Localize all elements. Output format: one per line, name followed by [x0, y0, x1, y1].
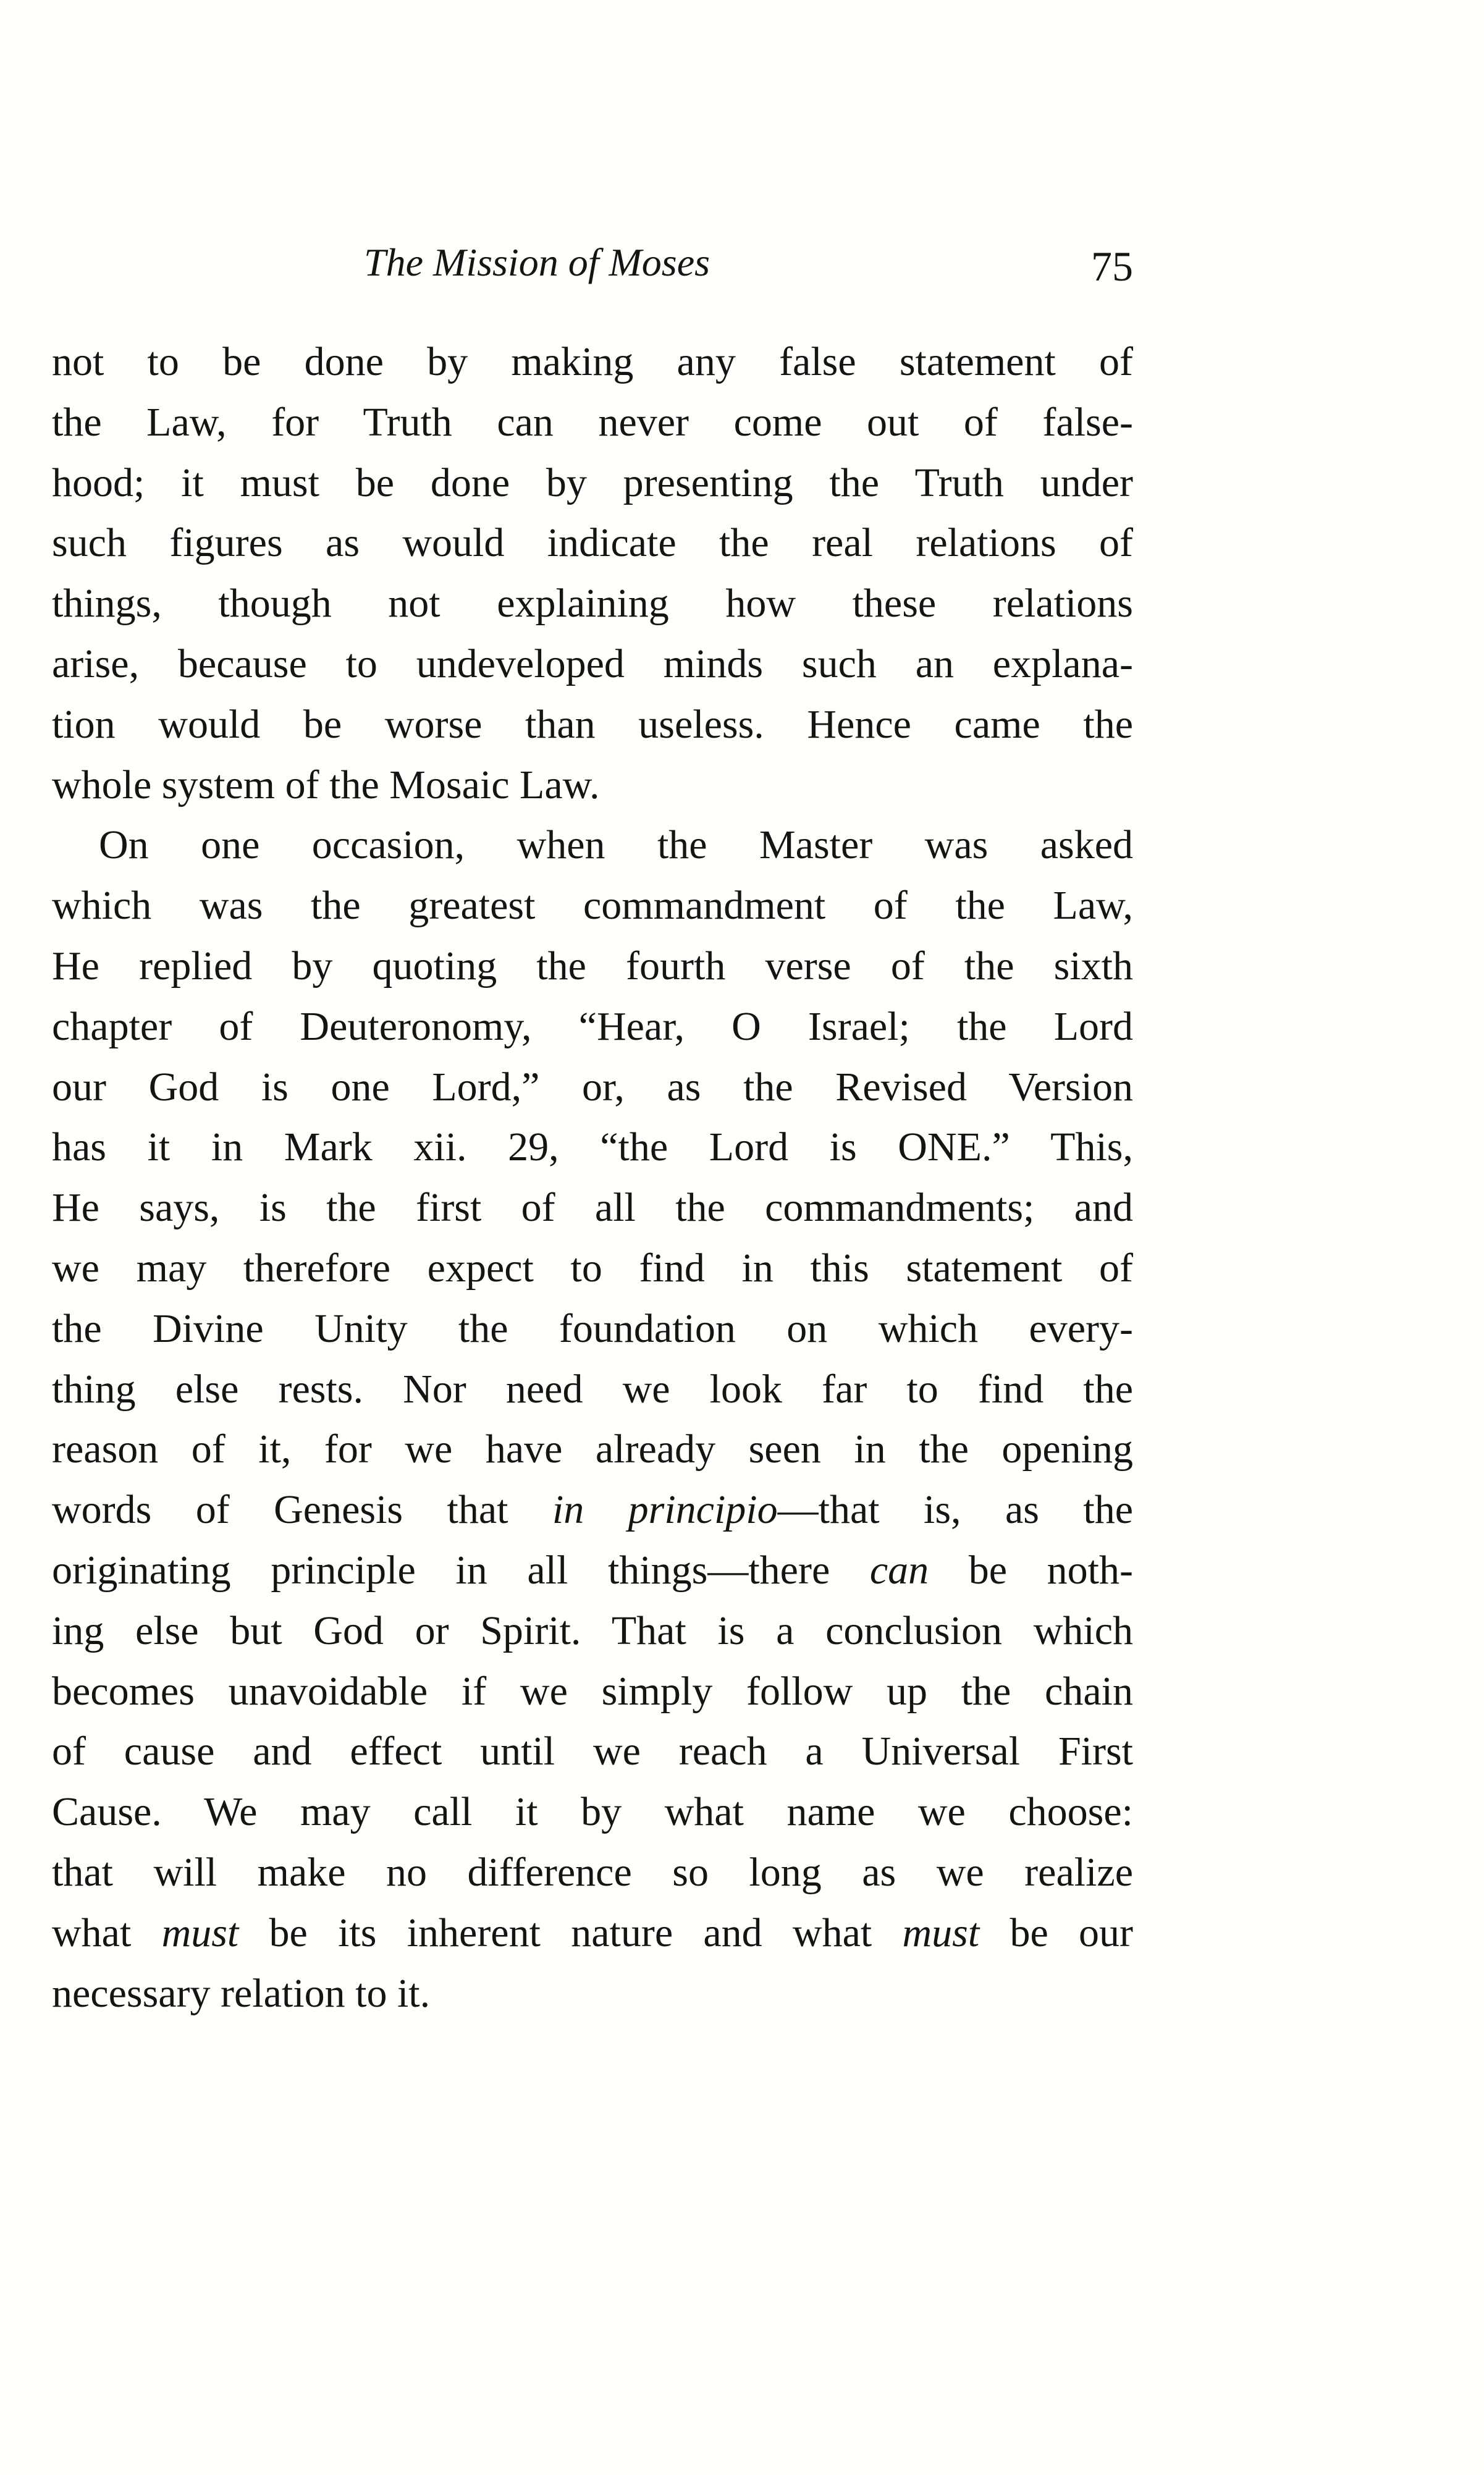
text-segment: becomes unavoidable if we simply follow up the chain: [52, 1668, 1133, 1714]
text-segment: hood; it must be done by presenting the Truth under: [52, 460, 1133, 505]
text-segment: things, though not explaining how these relations: [52, 581, 1133, 626]
paragraph: [52, 332, 1133, 815]
text-segment: be its inherent nature and what: [238, 1910, 903, 1955]
text-segment: —that is, as the: [777, 1487, 1134, 1533]
running-header: [52, 235, 1133, 290]
text-segment: On one occasion, when the Master was asked: [99, 822, 1133, 868]
text-line: [52, 1540, 1133, 1601]
italic-text: in principio: [552, 1487, 778, 1533]
text-line: [52, 1480, 1133, 1540]
text-line: [52, 936, 1133, 997]
text-line: [52, 815, 1133, 875]
page-number: 75: [1091, 243, 1133, 290]
body-text: [52, 332, 1133, 2023]
text-segment: He replied by quoting the fourth verse of the sixth: [52, 943, 1133, 989]
text-segment: that will make no difference so long as we realize: [52, 1849, 1133, 1895]
text-line: [52, 1117, 1133, 1178]
text-line: [52, 1299, 1133, 1359]
text-segment: tion would be worse than useless. Hence came the: [52, 701, 1133, 747]
paragraph: [52, 815, 1133, 2023]
text-line: [52, 1721, 1133, 1782]
text-line: [52, 1782, 1133, 1842]
text-segment: Cause. We may call it by what name we choose:: [52, 1789, 1133, 1835]
text-segment: we may therefore expect to find in this statement of: [52, 1245, 1133, 1291]
text-line: [52, 997, 1133, 1057]
text-line: [52, 634, 1133, 694]
text-segment: our God is one Lord,” or, as the Revised Version: [52, 1064, 1133, 1110]
text-segment: not to be done by making any false statement of: [52, 339, 1133, 384]
text-segment: reason of it, for we have already seen in the opening: [52, 1427, 1133, 1472]
text-segment: the Law, for Truth can never come out of false-: [52, 399, 1133, 445]
text-segment: originating principle in all things—there: [52, 1547, 870, 1593]
text-segment: He says, is the first of all the commandments; and: [52, 1185, 1133, 1231]
text-line: [52, 1903, 1133, 1963]
text-line: [52, 573, 1133, 634]
text-line: [52, 453, 1133, 513]
text-segment: be our: [979, 1910, 1133, 1955]
text-segment: the Divine Unity the foundation on which every-: [52, 1305, 1133, 1351]
text-segment: what: [52, 1910, 162, 1955]
text-line: [52, 1661, 1133, 1722]
text-line: [52, 1359, 1133, 1420]
text-line: [52, 1238, 1133, 1299]
text-line: [52, 513, 1133, 573]
text-segment: thing else rests. Nor need we look far to find the: [52, 1366, 1133, 1412]
text-line: [52, 875, 1133, 936]
text-segment: arise, because to undeveloped minds such an explana-: [52, 641, 1133, 686]
text-line: [52, 1601, 1133, 1661]
text-segment: has it in Mark xii. 29, “the Lord is ONE.” This,: [52, 1124, 1133, 1170]
text-segment: words of Genesis that: [52, 1487, 552, 1533]
italic-text: must: [161, 1910, 239, 1955]
text-line: [52, 392, 1133, 453]
text-segment: such figures as would indicate the real relations of: [52, 520, 1133, 566]
text-line: [52, 1963, 1133, 2024]
text-segment: whole system of the Mosaic Law.: [52, 762, 600, 807]
italic-text: can: [869, 1547, 929, 1593]
text-line: [52, 694, 1133, 755]
text-line: [52, 755, 1133, 816]
text-line: [52, 1842, 1133, 1903]
italic-text: must: [902, 1910, 980, 1955]
text-line: [52, 1057, 1133, 1118]
text-segment: be noth-: [929, 1547, 1134, 1593]
text-line: [52, 1419, 1133, 1480]
text-line: [52, 1178, 1133, 1238]
text-segment: ing else but God or Spirit. That is a conclusion which: [52, 1608, 1133, 1653]
text-line: [52, 332, 1133, 392]
text-segment: chapter of Deuteronomy, “Hear, O Israel; the Lord: [52, 1003, 1133, 1049]
text-segment: necessary relation to it.: [52, 1970, 431, 2016]
text-segment: of cause and effect until we reach a Universal First: [52, 1729, 1133, 1774]
running-title: The Mission of Moses: [364, 240, 710, 284]
text-segment: which was the greatest commandment of the Law,: [52, 883, 1133, 929]
